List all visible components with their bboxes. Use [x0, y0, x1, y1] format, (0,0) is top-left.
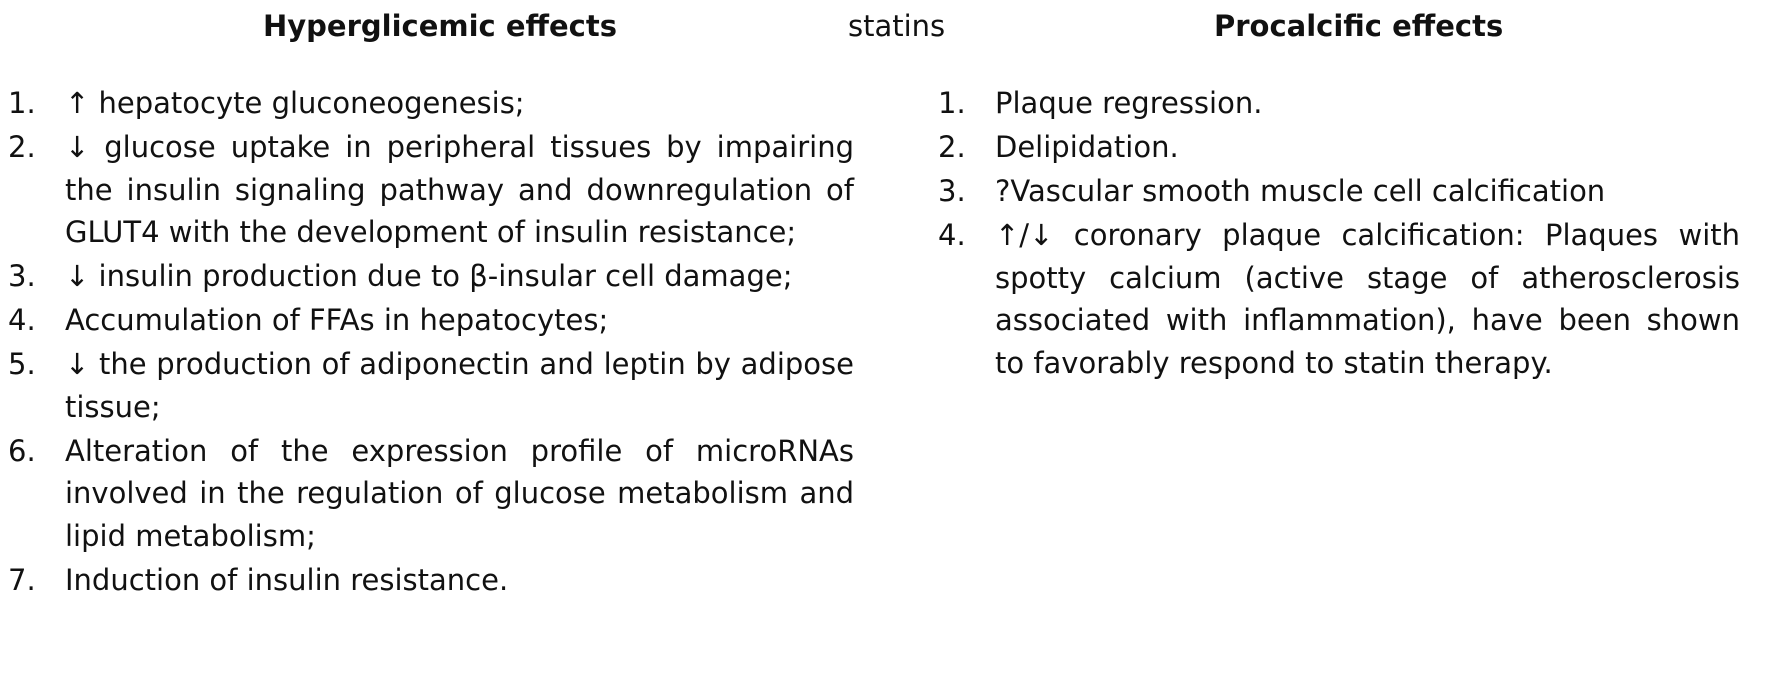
item-text: ↑ hepatocyte gluconeogenesis;: [65, 86, 525, 120]
hyperglycemic-effects-heading: Hyperglicemic effects: [263, 9, 617, 43]
hyperglycemic-effect-item: [8, 430, 854, 558]
item-number: 2.: [938, 130, 966, 164]
item-text: ↑/↓ coronary plaque calcification: Plaques with spotty calcium (active stage of atherosclerosis associated with inflammation), have been shown to favorably respond to statin therapy.: [995, 218, 1740, 380]
item-number: 3.: [938, 174, 966, 208]
item-text: Alteration of the expression profile of microRNAs involved in the regulation of glucose metabolism and lipid metabolism;: [65, 433, 854, 553]
procalcific-effect-item: [938, 214, 1740, 384]
procalcific-effects-heading: Procalcific effects: [1214, 9, 1504, 43]
hyperglycemic-effect-item: [8, 299, 854, 342]
hyperglycemic-effect-item: [8, 559, 854, 602]
item-number: 3.: [8, 259, 36, 293]
item-text: ↓ insulin production due to β-insular cell damage;: [65, 259, 793, 293]
item-number: 7.: [8, 562, 36, 597]
item-text: ?Vascular smooth muscle cell calcification: [995, 174, 1606, 208]
item-text: Induction of insulin resistance.: [65, 562, 509, 597]
item-number: 5.: [8, 347, 36, 381]
item-text: ↓ glucose uptake in peripheral tissues by impairing the insulin signaling pathway and downregulation of GLUT4 with the development of insulin resistance;: [65, 130, 854, 249]
item-text: ↓ the production of adiponectin and leptin by adipose tissue;: [65, 347, 854, 424]
hyperglycemic-effect-item: [8, 126, 854, 254]
hyperglycemic-effect-item: [8, 255, 854, 298]
item-number: 2.: [8, 130, 36, 164]
hyperglycemic-effect-item: [8, 82, 854, 125]
item-number: 1.: [938, 86, 966, 120]
item-number: 1.: [8, 86, 36, 120]
procalcific-effect-item: [938, 126, 1740, 169]
hyperglycemic-effect-item: [8, 343, 854, 428]
procalcific-effects-list: [938, 82, 1740, 386]
item-number: 4.: [938, 218, 966, 252]
procalcific-effect-item: [938, 82, 1740, 125]
item-text: Delipidation.: [995, 130, 1179, 164]
item-number: 4.: [8, 303, 36, 337]
item-number: 6.: [8, 433, 36, 468]
hyperglycemic-effects-list: [8, 82, 854, 603]
item-text: Accumulation of FFAs in hepatocytes;: [65, 303, 609, 337]
statins-label: statins: [848, 9, 946, 43]
procalcific-effect-item: [938, 170, 1740, 213]
item-text: Plaque regression.: [995, 86, 1263, 120]
